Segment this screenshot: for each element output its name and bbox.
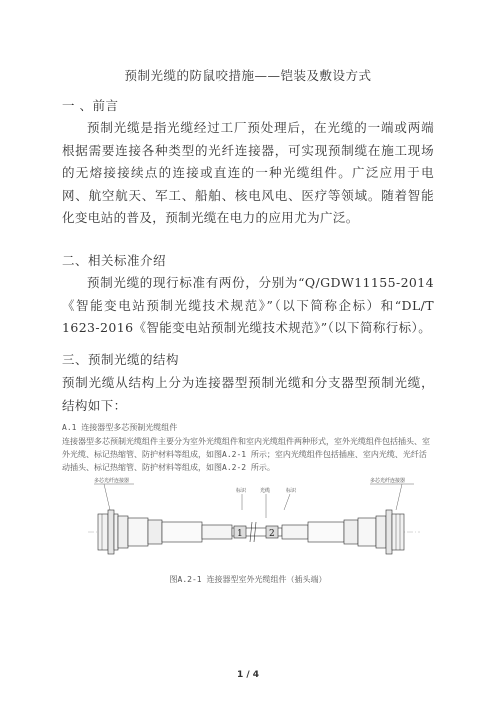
left-connector-label: 多芯光纤连接器 — [94, 478, 130, 484]
section-2-body: 预制光缆的现行标准有两份，分别为“Q/GDW11155-2014 《智能变电站预制光缆技术规范》”（以下简称企标）和“DL/T 1623-2016《智能变电站预制光缆技术规范》”（以下简称行标）。 — [62, 275, 434, 335]
excerpt-body: 连接器型多芯预制光缆组件主要分为室外光缆组件和室内光缆组件两种形式，室外光缆组件包括插头、室外光缆、标记热缩管、防护材料等组成，如图A.2-1 所示；室内光缆组件包括插座、室内光缆、光纤活动插头、标记热缩管、防护材料等组成，如图A.2-2 所示。 — [62, 437, 430, 472]
cable-assembly-figure — [84, 470, 424, 570]
page-title: 预制光缆的防鼠咬措施——铠装及敷设方式 — [124, 68, 372, 83]
right-connector-label: 多芯光纤连接器 — [370, 478, 406, 484]
section-3-heading: 三、预制光缆的结构 — [62, 352, 180, 367]
figure-caption: 图A.2-1 连接器型室外光缆组件（插头端） — [169, 575, 327, 584]
section-3-body: 预制光缆从结构上分为连接器型预制光缆和分支器型预制光缆，结构如下： — [62, 375, 434, 413]
excerpt-heading: A.1 连接器型多芯预制光缆组件 — [62, 423, 178, 432]
section-1-heading: 一 、前言 — [62, 98, 119, 113]
marker-number-1: 1 — [237, 529, 243, 539]
cable-label: 光缆 — [260, 488, 271, 494]
marker-label-1: 标识 — [236, 488, 247, 494]
section-1-body: 预制光缆是指光缆经过工厂预处理后，在光缆的一端或两端根据需要连接各种类型的光纤连接器，可实现预制缆在施工现场的无熔接接续点的连接或直连的一种光缆组件。广泛应用于电网、航空航天、军工、船舶、核电风电、医疗等领域。随着智能化变电站的普及，预制光缆在电力的应用尤为广泛。 — [62, 120, 434, 225]
section-2-heading: 二、相关标准介绍 — [62, 253, 167, 268]
marker-number-2: 2 — [269, 529, 275, 539]
marker-label-2: 标识 — [286, 488, 297, 494]
page-number: 1 / 4 — [236, 670, 260, 680]
